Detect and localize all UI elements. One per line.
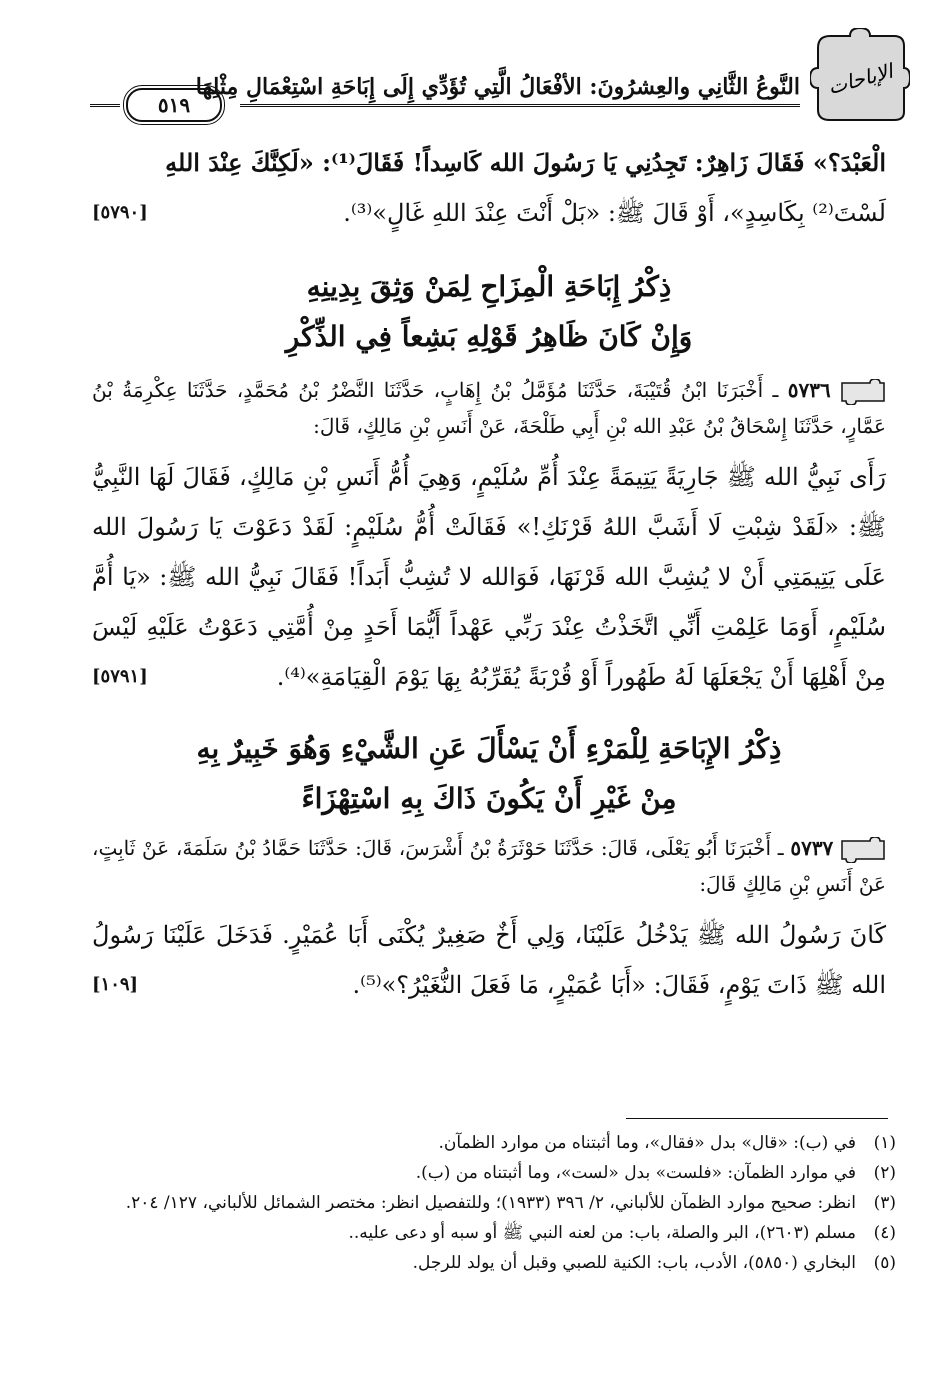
footnote: (٢)في موارد الظمآن: «فلست» بدل «لست»، وما أثبتناه من (ب). — [415, 1163, 896, 1183]
hadith-1-chain: ـ أَخْبَرَنَا ابْنُ قُتَيْبَةَ، حَدَّثَنَا مُؤَمَّلُ بْنُ إِهَابٍ، حَدَّثَنَا النَّضْرُ بْنُ مُحَمَّدٍ، حَدَّثَنَا عِكْرِمَةُ بْنُ عَمَّارٍ، حَدَّثَنَا إِسْحَاقُ بْنُ عَبْدِ الله بْنِ أَبِي طَلْحَةَ، عَنْ أَنَسِ بْنِ مَالِكٍ، قَالَ: — [92, 378, 886, 438]
footnote-separator — [626, 1118, 888, 1119]
page-number-rule — [90, 104, 120, 107]
hadith-marker-icon — [840, 837, 886, 863]
footnote: (١)في (ب): «قال» بدل «فقال»، وما أثبتناه من موارد الظمآن. — [438, 1133, 896, 1153]
page-number: ٥١٩ — [126, 88, 222, 122]
section-heading-1-line-1: ذِكْرُ إِبَاحَةِ الْمِزَاحِ لِمَنْ وَثِقَ بِدِينِهِ — [306, 270, 672, 303]
hadith-2-intro — [92, 830, 886, 902]
paragraph-2-text: رَأَى نَبِيُّ الله ﷺ جَارِيَةً يَتِيمَةً عِنْدَ أُمِّ سُلَيْمٍ، وَهِيَ أُمُّ أَنَسِ بْنِ مَالِكٍ، فَقَالَ لَهَا النَّبِيُّ ﷺ: «لَقَدْ شِبْتِ لَا أَشَبَّ اللهُ قَرْنَكِ!» فَقَالَتْ أُمُّ سُلَيْمٍ: لَقَدْ دَعَوْتَ يَا رَسُولَ الله عَلَى يَتِيمَتِي أَنْ لا يُشِبَّ الله قَرْنَهَا، فَوَالله لا تُشِبُّ أَبَداً! فَقَالَ نَبِيُّ الله ﷺ: «يَا أُمَّ سُلَيْمٍ، أَوَمَا عَلِمْتِ أَنِّي اتَّخَذْتُ عِنْدَ رَبِّي عَهْداً أَيُّمَا أَحَدٍ مِنْ أُمَّتِي دَعَوْتُ عَلَيْهِ لَيْسَ مِنْ أَهْلِهَا أَنْ يَجْعَلَهَا لَهُ طَهُوراً أَوْ قُرْبَةً يُقَرِّبُهُ بِهَا يَوْمَ الْقِيَامَةِ»⁽⁴⁾. — [92, 463, 886, 691]
paragraph-1-line-2 — [92, 188, 886, 238]
hadith-2-number: ٥٧٣٧ — [790, 836, 834, 860]
main-text — [92, 138, 886, 1010]
hadith-2-chain: ـ أَخْبَرَنَا أَبُو يَعْلَى، قَالَ: حَدَّثَنَا حَوْثَرَةُ بْنُ أَشْرَسَ، قَالَ: حَدَّثَنَا حَمَّادُ بْنُ سَلَمَةَ، عَنْ ثَابِتٍ، عَنْ أَنَسِ بْنِ مَالِكٍ قَالَ: — [92, 836, 886, 896]
paragraph-3-text: كَانَ رَسُولُ الله ﷺ يَدْخُلُ عَلَيْنَا، وَلِي أَخٌ صَغِيرٌ يُكْنَى أَبَا عُمَيْرٍ. فَدَخَلَ عَلَيْنَا رَسُولُ الله ﷺ ذَاتَ يَوْمٍ، فَقَالَ: «أَبَا عُمَيْرٍ، مَا فَعَلَ النُّغَيْرُ؟»⁽⁵⁾. — [92, 921, 886, 999]
header-rule — [240, 104, 800, 107]
footnote: (٣)انظر: صحيح موارد الظمآن للألباني، ٢/ ٣٩٦ (١٩٣٣)؛ وللتفصيل انظر: مختصر الشمائل للألباني، ١٢٧/ ٢٠٤. — [125, 1193, 896, 1213]
paragraph-1-line-1: الْعَبْدَ؟» فَقَالَ زَاهِرٌ: تَجِدُنِي يَا رَسُولَ الله كَاسِداً! فَقَالَ⁽¹⁾: «لَكِنَّكَ عِنْدَ اللهِ — [165, 148, 886, 177]
hadith-1-number: ٥٧٣٦ — [787, 378, 831, 402]
page-number-group — [90, 86, 230, 126]
footnotes — [92, 1128, 896, 1278]
paragraph-3 — [92, 910, 886, 1010]
running-title: النَّوعُ الثَّانِي والعِشرُونَ: الأفْعَالُ الَّتِي تُؤَدِّي إِلَى إِبَاحَةِ اسْتِعْمَالِ مِثْلِهَا — [195, 74, 800, 100]
section-heading-1-line-2: وَإِنْ كَانَ ظَاهِرُ قَوْلِهِ بَشِعاً فِي الذِّكْرِ — [285, 320, 693, 353]
footnote: (٤)مسلم (٢٦٠٣)، البر والصلة، باب: من لعنه النبي ﷺ أو سبه أو دعى عليه.. — [348, 1223, 896, 1243]
page-header — [90, 28, 910, 128]
reference-number: [٥٧٩٠] — [92, 202, 148, 223]
reference-number: [٥٧٩١] — [92, 666, 148, 687]
section-heading-2-line-2: مِنْ غَيْرِ أَنْ يَكُونَ ذَاكَ بِهِ اسْتِهْزَاءً — [301, 782, 677, 815]
paragraph-1-line-2-text: لَسْتَ⁽²⁾ بِكَاسِدٍ»، أَوْ قَالَ ﷺ: «بَلْ أَنْتَ عِنْدَ اللهِ غَالٍ»⁽³⁾. — [343, 199, 886, 227]
puzzle-badge-text: الإباحات — [825, 58, 896, 100]
section-heading-2-line-1: ذِكْرُ الإِبَاحَةِ لِلْمَرْءِ أَنْ يَسْأَلَ عَنِ الشَّيْءِ وَهُوَ خَبِيرٌ بِهِ — [196, 732, 782, 765]
puzzle-badge-icon — [810, 28, 910, 124]
reference-number: [١٠٩] — [92, 974, 139, 995]
hadith-1-intro — [92, 372, 886, 444]
paragraph-2 — [92, 452, 886, 702]
hadith-marker-icon — [840, 379, 886, 405]
footnote: (٥)البخاري (٥٨٥٠)، الأدب، باب: الكنية للصبي وقبل أن يولد للرجل. — [412, 1253, 896, 1273]
